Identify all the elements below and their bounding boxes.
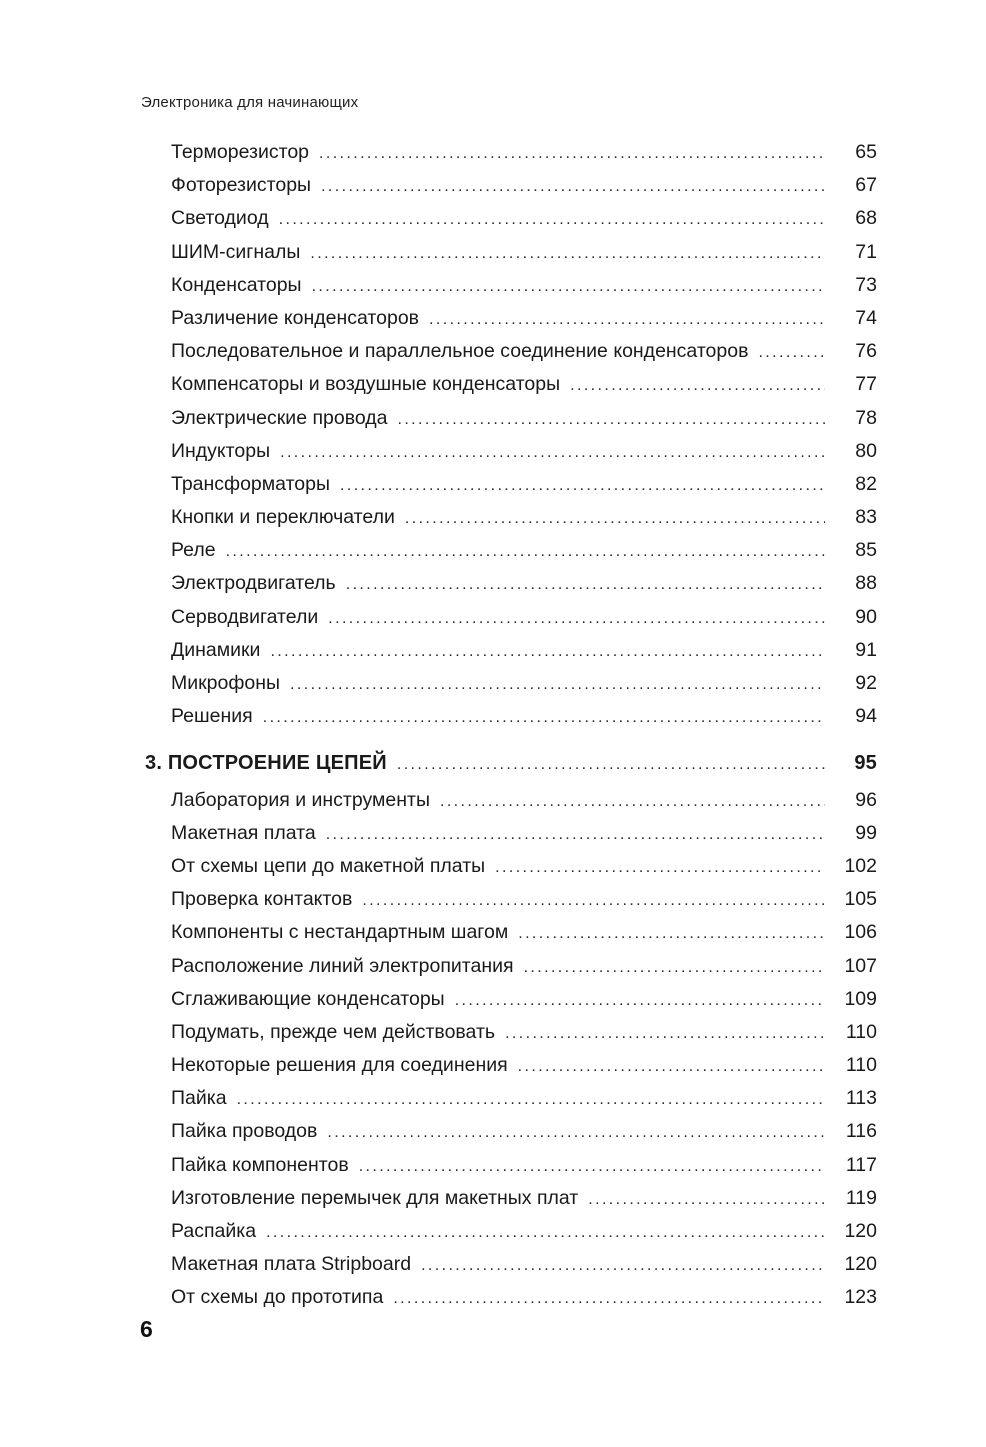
toc-entry-row: [145, 567, 877, 600]
toc-entry-title: Динамики: [171, 638, 261, 661]
toc-entry-row: [145, 601, 877, 634]
toc-entry-title: Изготовление перемычек для макетных плат: [171, 1186, 579, 1209]
toc-entry-row: [145, 916, 877, 949]
dot-leader: [312, 269, 825, 303]
toc-entry-page: 65: [855, 141, 877, 163]
toc-entry-page: 102: [844, 854, 877, 877]
toc-entry-row: [145, 634, 877, 667]
toc-entry-title: Макетная плата Stripboard: [171, 1253, 412, 1276]
toc-entry-row: [145, 202, 877, 235]
toc-entry-page: 94: [855, 705, 877, 728]
toc-entry-row: [145, 534, 877, 567]
toc-entry-title: Сглаживающие конденсаторы: [171, 987, 445, 1010]
toc-entry-row: [145, 883, 877, 916]
toc-entry-title: Фоторезисторы: [171, 174, 312, 197]
toc-entry-row: [145, 402, 877, 435]
toc-section-title: 3. ПОСТРОЕНИЕ ЦЕПЕЙ: [145, 752, 387, 775]
toc-entry-page: 90: [855, 605, 877, 628]
toc-entry-title: Компенсаторы и воздушные конденсаторы: [171, 373, 561, 396]
toc-entry-page: 68: [855, 207, 877, 230]
toc-entry-page: 71: [855, 240, 877, 263]
toc-entry-title: Трансформаторы: [171, 472, 330, 495]
toc-entry-title: Пайка: [171, 1087, 227, 1110]
toc-entry-title: Подумать, прежде чем действовать: [171, 1020, 496, 1043]
toc-entry-title: Индукторы: [171, 439, 271, 462]
dot-leader: [495, 850, 825, 884]
toc-entry-page: 119: [845, 1186, 877, 1209]
toc-entry-page: 106: [844, 921, 877, 944]
dot-leader: [270, 634, 825, 668]
dot-leader: [310, 236, 825, 270]
dot-leader: [346, 567, 825, 601]
dot-leader: [226, 534, 825, 568]
toc-entry-title: Светодиод: [171, 207, 269, 230]
toc-entry-page: 80: [855, 439, 877, 462]
toc-entry-title: Различение конденсаторов: [171, 306, 420, 329]
dot-leader: [440, 784, 825, 818]
toc-entry-title: Кнопки и переключатели: [171, 506, 395, 529]
dot-leader: [359, 1149, 825, 1183]
dot-leader: [319, 136, 825, 170]
toc-entry-page: 107: [844, 954, 877, 977]
toc-entry-page: 99: [855, 821, 877, 844]
toc-entry-page: 96: [855, 788, 877, 811]
toc-entry-page: 85: [855, 539, 877, 562]
toc-entry-row: [145, 1082, 877, 1115]
dot-leader: [327, 1115, 825, 1149]
toc-entry-page: 74: [855, 306, 877, 329]
toc-entry-row: [145, 784, 877, 817]
dot-leader: [263, 700, 825, 734]
running-header: Электроника для начинающих: [141, 94, 359, 111]
toc-entry-row: [145, 700, 877, 733]
toc-entry-page: 120: [844, 1220, 877, 1242]
dot-leader: [280, 435, 825, 469]
dot-leader: [279, 202, 825, 236]
toc-entry-row: [145, 817, 877, 850]
toc-entry-page: 116: [845, 1120, 877, 1143]
dot-leader: [758, 335, 825, 369]
dot-leader: [570, 368, 825, 402]
toc-entry-title: Микрофоны: [171, 672, 281, 694]
toc-entry-page: 123: [844, 1286, 877, 1309]
toc-entry-page: 110: [845, 1054, 877, 1077]
toc-entry-title: Лаборатория и инструменты: [171, 788, 430, 811]
toc-entry-row: [145, 368, 877, 401]
toc-entry-page: 95: [854, 752, 877, 775]
dot-leader: [455, 983, 825, 1017]
dot-leader: [429, 302, 825, 336]
toc-entry-title: Компоненты с нестандартным шагом: [171, 921, 509, 944]
toc-entry-row: [145, 1182, 877, 1215]
toc-entry-row: [145, 667, 877, 700]
dot-leader: [505, 1016, 825, 1050]
toc-entry-page: 105: [844, 888, 877, 911]
dot-leader: [393, 1281, 825, 1315]
toc-entry-row: [145, 169, 877, 202]
toc-entry-row: [145, 1149, 877, 1182]
toc-entry-title: Пайка компонентов: [171, 1153, 349, 1176]
toc-entry-row: [145, 850, 877, 883]
dot-leader: [524, 950, 825, 984]
toc-entry-row: [145, 269, 877, 302]
toc-entry-title: Пайка проводов: [171, 1120, 318, 1143]
toc-entry-title: Реле: [171, 539, 216, 562]
toc-entry-row: [145, 468, 877, 501]
toc-entry-title: Терморезистор: [171, 141, 310, 163]
toc-entry-row: [145, 1281, 877, 1314]
toc-entry-title: Проверка контактов: [171, 888, 353, 911]
toc-entry-page: 82: [855, 472, 877, 495]
toc-entry-title: Макетная плата: [171, 821, 316, 844]
toc-list: [145, 136, 877, 1315]
toc-entry-page: 76: [855, 340, 877, 363]
toc-entry-title: Распайка: [171, 1220, 257, 1242]
toc-entry-page: 73: [855, 273, 877, 296]
toc-entry-row: [145, 950, 877, 983]
dot-leader: [518, 916, 825, 950]
toc-section-row: [145, 747, 877, 780]
dot-leader: [340, 468, 825, 502]
toc-entry-title: От схемы до прототипа: [171, 1286, 384, 1309]
toc-entry-title: Электродвигатель: [171, 572, 336, 595]
toc-entry-row: [145, 1248, 877, 1281]
toc-entry-page: 110: [845, 1020, 877, 1043]
toc-entry-page: 88: [855, 572, 877, 595]
toc-entry-row: [145, 1215, 877, 1248]
toc-entry-page: 117: [845, 1153, 877, 1176]
dot-leader: [237, 1082, 825, 1116]
dot-leader: [328, 601, 825, 635]
dot-leader: [588, 1182, 825, 1216]
toc-entry-title: Последовательное и параллельное соединение конденсаторов: [171, 340, 749, 363]
toc-entry-title: Электрические провода: [171, 406, 388, 429]
toc-entry-title: ШИМ-сигналы: [171, 240, 301, 263]
toc-entry-row: [145, 302, 877, 335]
toc-entry-row: [145, 1115, 877, 1148]
toc-entry-title: Некоторые решения для соединения: [171, 1054, 508, 1077]
toc-entry-row: [145, 501, 877, 534]
toc-entry-title: Расположение линий электропитания: [171, 954, 514, 977]
toc-entry-page: 91: [855, 638, 877, 661]
toc-entry-page: 77: [855, 373, 877, 396]
dot-leader: [321, 169, 825, 203]
toc-entry-page: 109: [844, 987, 877, 1010]
toc-entry-row: [145, 236, 877, 269]
dot-leader: [266, 1215, 825, 1249]
toc-entry-title: Решения: [171, 705, 253, 728]
toc-entry-page: 92: [855, 672, 877, 694]
toc-entry-row: [145, 1016, 877, 1049]
toc-entry-title: Конденсаторы: [171, 273, 302, 296]
dot-leader: [421, 1248, 825, 1282]
dot-leader: [405, 501, 825, 535]
page-number: 6: [140, 1316, 153, 1342]
dot-leader: [518, 1049, 825, 1083]
toc-entry-title: От схемы цепи до макетной платы: [171, 854, 486, 877]
toc-entry-page: 78: [855, 406, 877, 429]
dot-leader: [397, 402, 825, 436]
dot-leader: [290, 667, 825, 701]
dot-leader: [326, 817, 825, 851]
dot-leader: [362, 883, 825, 917]
toc-entry-page: 113: [845, 1087, 877, 1110]
dot-leader: [397, 747, 825, 781]
toc-entry-title: Серводвигатели: [171, 605, 319, 628]
toc-entry-page: 120: [844, 1253, 877, 1276]
toc-entry-page: 83: [855, 506, 877, 529]
toc-entry-row: [145, 136, 877, 169]
toc-entry-row: [145, 335, 877, 368]
toc-entry-row: [145, 1049, 877, 1082]
toc-entry-row: [145, 983, 877, 1016]
toc-entry-row: [145, 435, 877, 468]
toc-entry-page: 67: [855, 174, 877, 197]
